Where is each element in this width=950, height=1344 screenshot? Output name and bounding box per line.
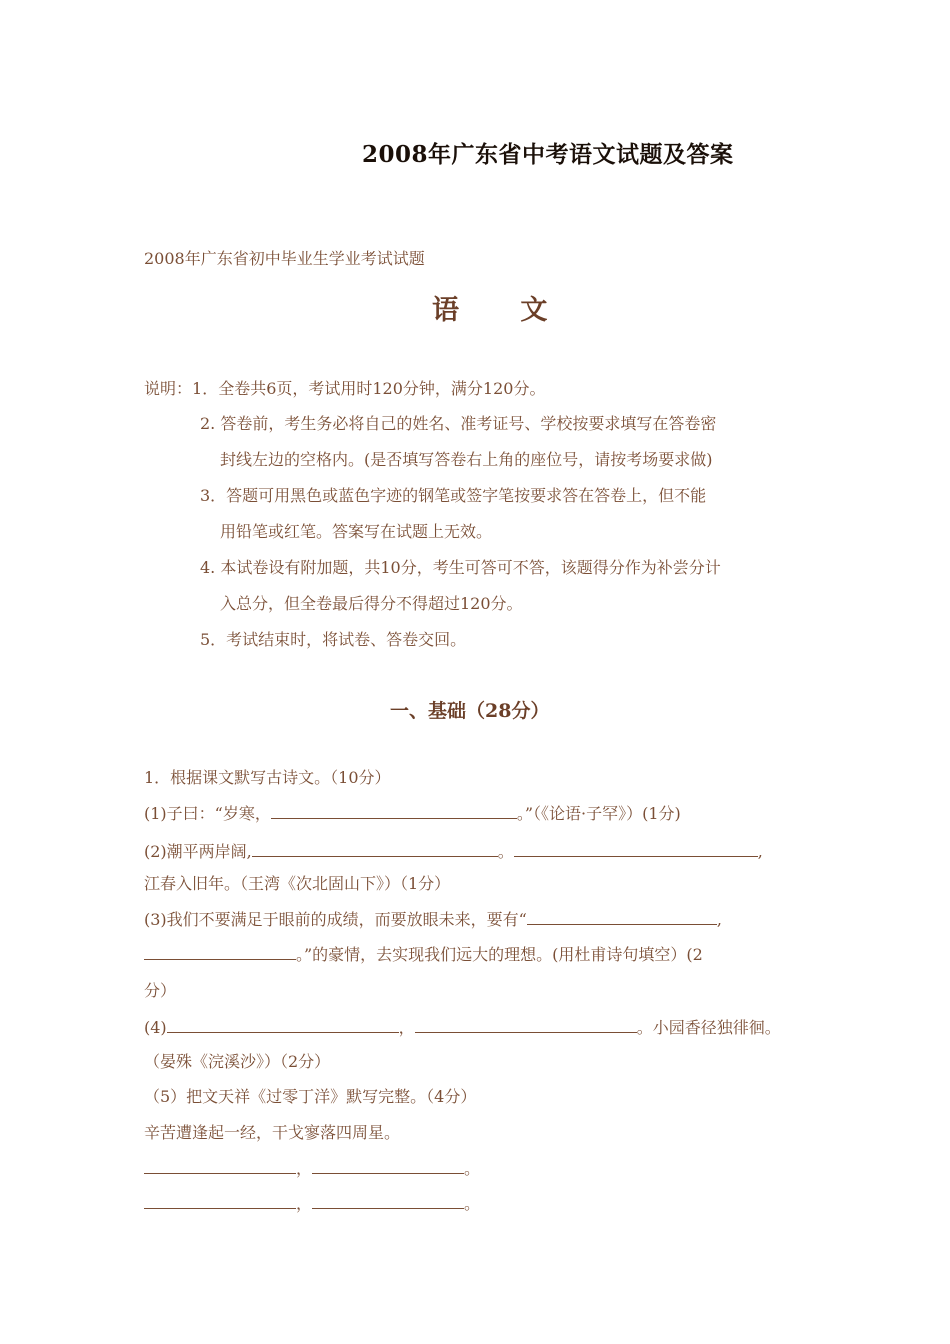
answer-blank[interactable]: [144, 1157, 296, 1174]
question-1-2: [144, 840, 763, 863]
q1-2-period: 。: [497, 842, 514, 861]
instruction-1-text: 1．全卷共6页，考试用时120分钟，满分120分。: [192, 379, 546, 398]
question-1-3: [144, 908, 722, 931]
answer-blank[interactable]: [271, 802, 517, 819]
answer-blank[interactable]: [144, 943, 296, 960]
q1-3-text: 。”的豪情，去实现我们远大的理想。(用杜甫诗句填空）(2: [296, 945, 703, 964]
exam-subtitle: 2008年广东省初中毕业生学业考试试题: [144, 249, 425, 268]
answer-blank[interactable]: [312, 1192, 464, 1209]
answer-blank[interactable]: [514, 840, 758, 857]
question-1-4: [144, 1016, 781, 1039]
instruction-2a: 2. 答卷前，考生务必将自己的姓名、准考证号、学校按要求填写在答卷密: [200, 414, 717, 433]
question-1-1: [144, 802, 681, 825]
question-1-3-end: 分）: [144, 981, 177, 1000]
instruction-4b: 入总分，但全卷最后得分不得超过120分。: [220, 594, 523, 613]
question-1-2-cont: 江春入旧年。（王湾《次北固山下》）（1分）: [144, 874, 451, 893]
q1-3-prompt: (3)我们不要满足于眼前的成绩，而要放眼未来，要有“: [144, 910, 527, 929]
q1-4-prompt: (4): [144, 1018, 167, 1037]
answer-blank[interactable]: [527, 908, 717, 925]
question-1-5-blank-row-1: [144, 1157, 480, 1180]
q1-4-comma: ，: [398, 1018, 415, 1037]
q1-3-comma: ,: [716, 910, 722, 929]
question-1: 1．根据课文默写古诗文。（10分）: [144, 768, 391, 787]
answer-blank[interactable]: [415, 1016, 637, 1033]
instruction-1: [144, 378, 545, 400]
instruction-prefix: 说明：: [144, 379, 193, 398]
question-1-4-source: （晏殊《浣溪沙》）（2分）: [144, 1052, 331, 1071]
q1-2-comma: ,: [757, 842, 763, 861]
q1-1-prompt: (1)子曰：“岁寒，: [144, 804, 271, 823]
period-mark: 。: [464, 1159, 481, 1178]
answer-blank[interactable]: [252, 840, 498, 857]
q1-1-source: 。”（《论语·子罕》）(1分): [516, 804, 681, 823]
q1-4-text: 。小园香径独徘徊。: [636, 1018, 781, 1037]
question-1-5-given: 辛苦遭逢起一经，干戈寥落四周星。: [144, 1123, 401, 1142]
instruction-5: 5．考试结束时，将试卷、答卷交回。: [200, 630, 467, 649]
question-1-5-blank-row-2: [144, 1192, 480, 1215]
instruction-3b: 用铅笔或红笔。答案写在试题上无效。: [220, 522, 493, 541]
subject-heading: 语 文: [432, 295, 574, 326]
document-title: 2008年广东省中考语文试题及答案: [362, 141, 734, 168]
comma-mark: ，: [296, 1194, 313, 1213]
period-mark: 。: [464, 1194, 481, 1213]
section-1-heading: 一、基础（28分）: [390, 700, 550, 722]
instruction-2b: 封线左边的空格内。(是否填写答卷右上角的座位号，请按考场要求做): [220, 450, 713, 469]
answer-blank[interactable]: [144, 1192, 296, 1209]
question-1-3-cont: [144, 943, 703, 966]
q1-2-prompt: (2)潮平两岸阔,: [144, 842, 252, 861]
instruction-3a: 3．答题可用黑色或蓝色字迹的钢笔或签字笔按要求答在答卷上，但不能: [200, 486, 707, 505]
question-1-5: （5）把文天祥《过零丁洋》默写完整。（4分）: [144, 1087, 477, 1106]
answer-blank[interactable]: [312, 1157, 464, 1174]
answer-blank[interactable]: [167, 1016, 399, 1033]
instruction-4a: 4. 本试卷设有附加题，共10分，考生可答可不答，该题得分作为补尝分计: [200, 558, 721, 577]
comma-mark: ，: [296, 1159, 313, 1178]
